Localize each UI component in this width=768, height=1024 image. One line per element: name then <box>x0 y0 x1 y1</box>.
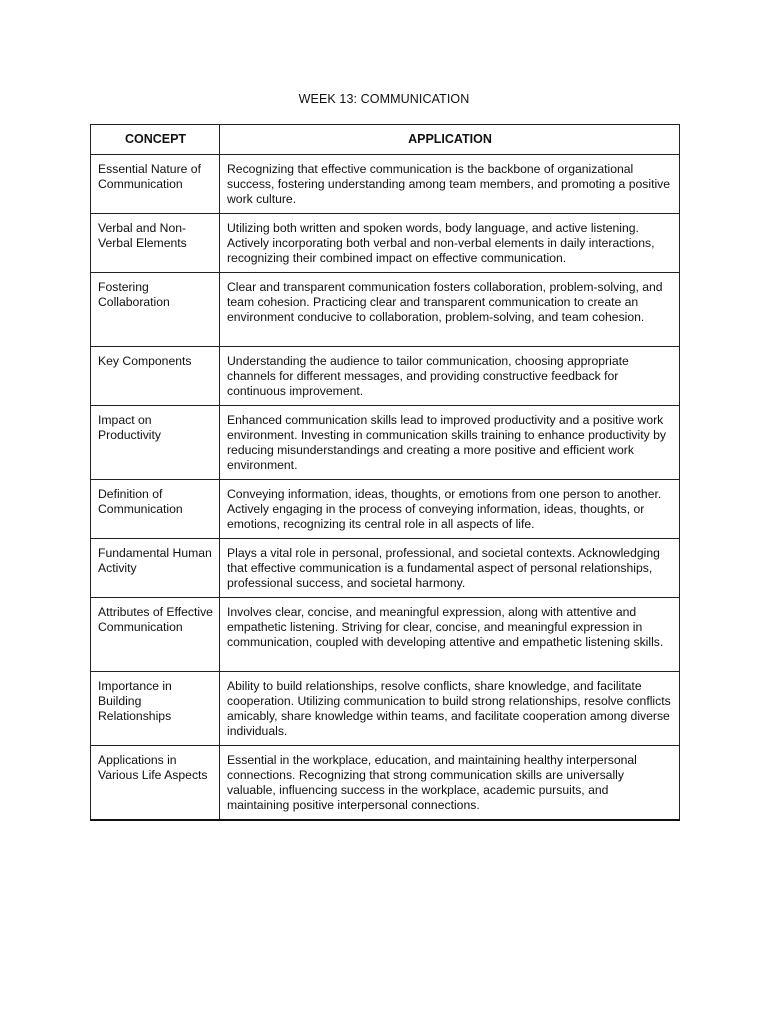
concept-cell: Definition of Communication <box>91 480 220 539</box>
application-cell: Clear and transparent communication fosters collaboration, problem-solving, and team cohesion. Practicing clear and transparent communication to create an environment conducive to collaboration, problem-solving, and team cohesion. <box>220 273 680 347</box>
table-row <box>91 480 680 539</box>
table-row <box>91 539 680 598</box>
application-column-header: APPLICATION <box>220 125 680 155</box>
concept-cell: Essential Nature of Communication <box>91 155 220 214</box>
table-row <box>91 347 680 406</box>
table-row <box>91 155 680 214</box>
page-title: WEEK 13: COMMUNICATION <box>298 92 470 106</box>
table-body <box>91 155 680 821</box>
application-cell: Recognizing that effective communication is the backbone of organizational success, fostering understanding among team members, and promoting a positive work culture. <box>220 155 680 214</box>
concept-cell: Impact on Productivity <box>91 406 220 480</box>
table-row <box>91 672 680 746</box>
header-row <box>91 125 680 155</box>
concept-cell: Fostering Collaboration <box>91 273 220 347</box>
concept-column-header: CONCEPT <box>91 125 220 155</box>
table-row <box>91 273 680 347</box>
table-row <box>91 746 680 821</box>
concept-cell: Attributes of Effective Communication <box>91 598 220 672</box>
concept-cell: Key Components <box>91 347 220 406</box>
concept-cell: Fundamental Human Activity <box>91 539 220 598</box>
application-cell: Understanding the audience to tailor communication, choosing appropriate channels for different messages, and providing constructive feedback for continuous improvement. <box>220 347 680 406</box>
concept-application-table <box>90 124 680 821</box>
concept-cell: Verbal and Non-Verbal Elements <box>91 214 220 273</box>
application-cell: Plays a vital role in personal, professional, and societal contexts. Acknowledging that effective communication is a fundamental aspect of personal relationships, professional success, and societal harmony. <box>220 539 680 598</box>
concept-cell: Applications in Various Life Aspects <box>91 746 220 821</box>
table-row <box>91 598 680 672</box>
application-cell: Essential in the workplace, education, and maintaining healthy interpersonal connections. Recognizing that strong communication skills are universally valuable, influencing success in the workplace, academic pursuits, and maintaining positive interpersonal connections. <box>220 746 680 821</box>
application-cell: Utilizing both written and spoken words, body language, and active listening. Actively incorporating both verbal and non-verbal elements in daily interactions, recognizing their combined impact on effective communication. <box>220 214 680 273</box>
table-row <box>91 214 680 273</box>
table-row <box>91 406 680 480</box>
table-header <box>91 125 680 155</box>
application-cell: Conveying information, ideas, thoughts, or emotions from one person to another. Actively engaging in the process of conveying information, ideas, thoughts, or emotions, recognizing its central role in all aspects of life. <box>220 480 680 539</box>
application-cell: Involves clear, concise, and meaningful expression, along with attentive and empathetic listening. Striving for clear, concise, and meaningful expression in communication, coupled with developing attentive and empathetic listening skills. <box>220 598 680 672</box>
concept-cell: Importance in Building Relationships <box>91 672 220 746</box>
application-cell: Ability to build relationships, resolve conflicts, share knowledge, and facilitate cooperation. Utilizing communication to build strong relationships, resolve conflicts amicably, share knowledge within teams, and facilitate cooperation among diverse individuals. <box>220 672 680 746</box>
application-cell: Enhanced communication skills lead to improved productivity and a positive work environment. Investing in communication skills training to enhance productivity by reducing misunderstandings and creating a more positive and efficient work environment. <box>220 406 680 480</box>
